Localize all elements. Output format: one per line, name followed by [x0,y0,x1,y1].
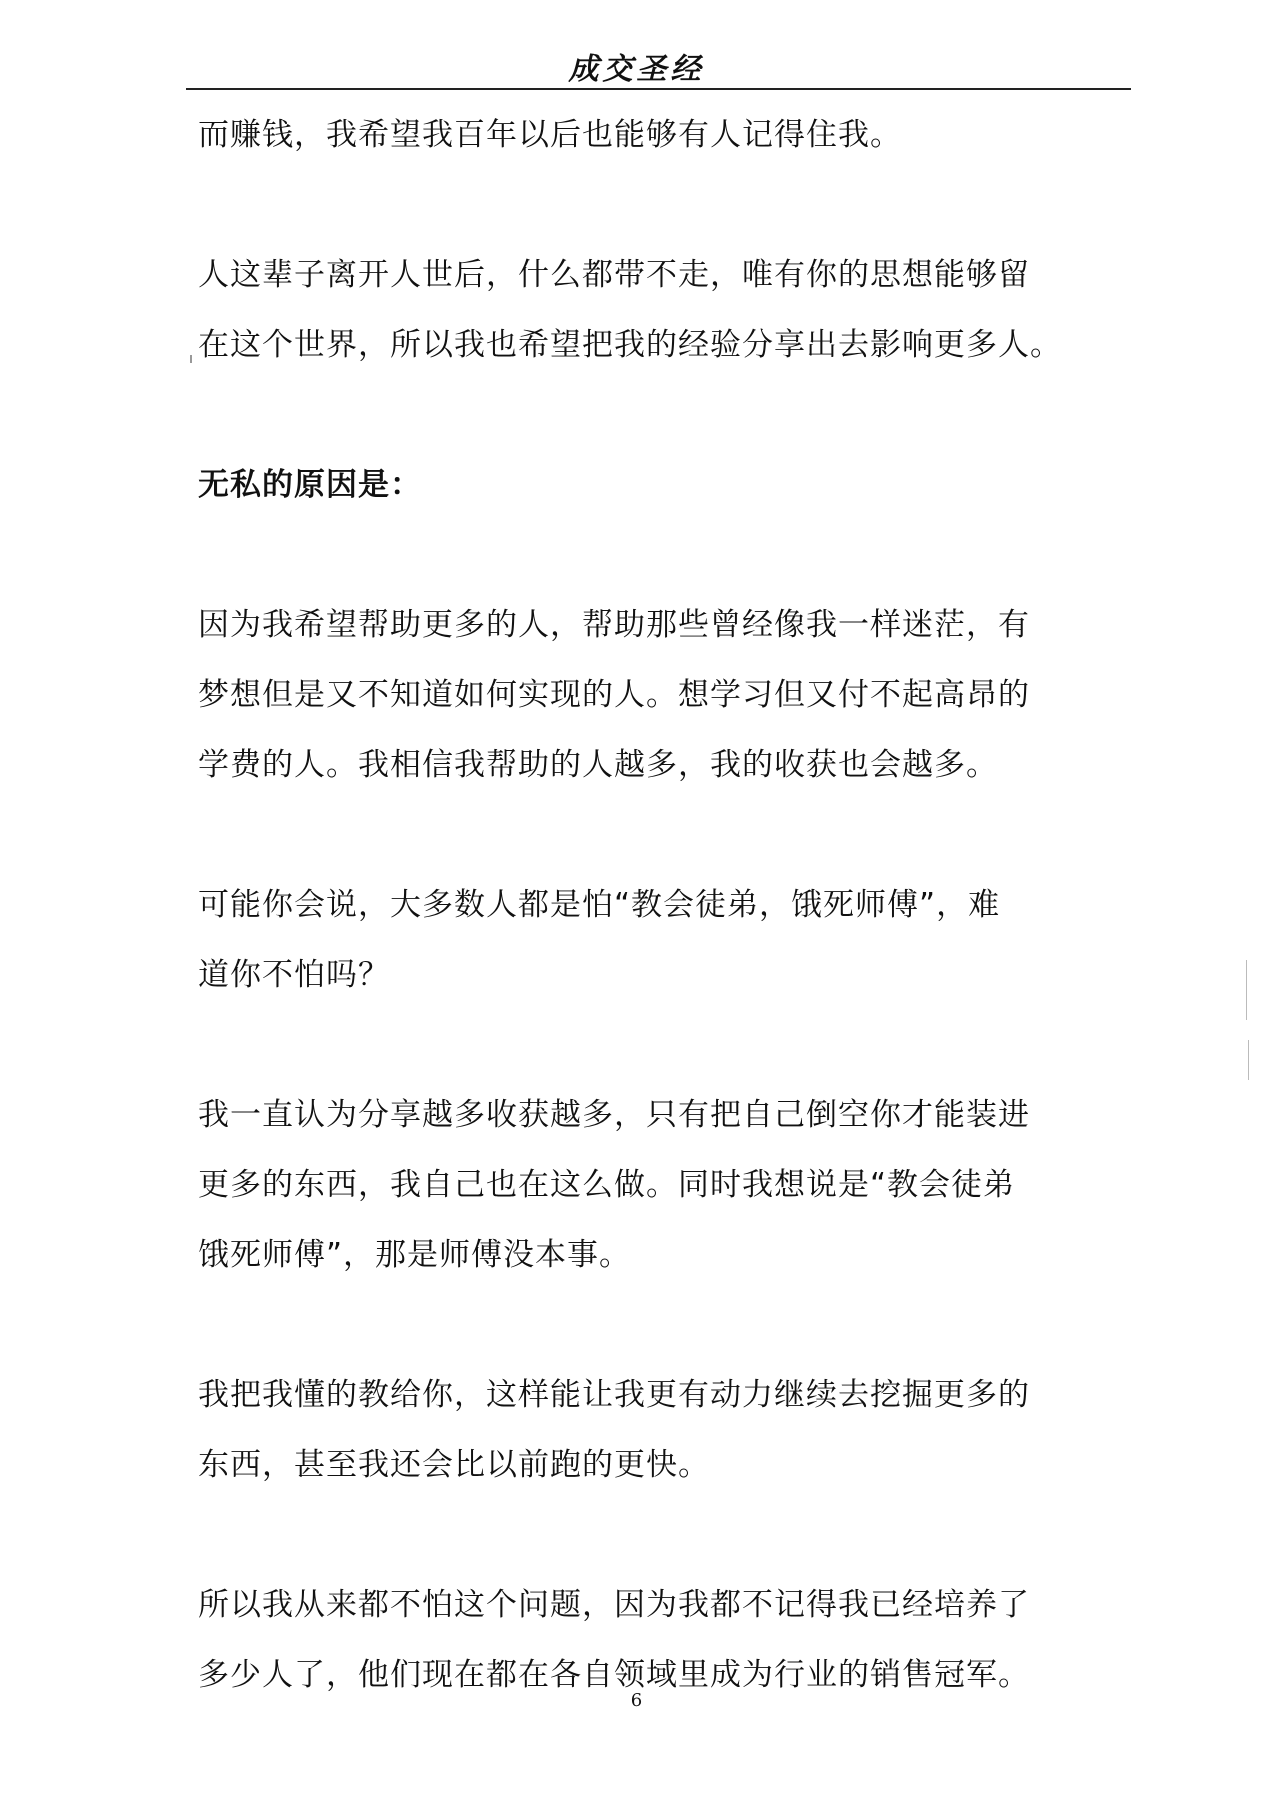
text-line: 学费的人。我相信我帮助的人越多，我的收获也会越多。 [198,747,998,783]
paragraph-5 [198,1080,1118,1290]
text-line: 无私的原因是： [198,467,422,503]
text-line: 在这个世界，所以我也希望把我的经验分享出去影响更多人。 [198,327,1062,363]
text-line: 东西，甚至我还会比以前跑的更快。 [198,1447,710,1483]
paragraph-1 [198,100,1118,170]
body-text [198,100,1118,1710]
scan-speck [190,355,192,363]
text-line: 因为我希望帮助更多的人，帮助那些曾经像我一样迷茫，有 [198,607,1030,643]
text-line: 饿死师傅”，那是师傅没本事。 [198,1237,632,1273]
text-line: 所以我从来都不怕这个问题，因为我都不记得我已经培养了 [198,1587,1030,1623]
page-number: 6 [630,1690,643,1711]
text-line: 可能你会说，大多数人都是怕“教会徒弟，饿死师傅”，难 [198,887,1001,923]
paragraph-4 [198,870,1118,1010]
header-divider [186,88,1131,90]
scan-speck [1248,1040,1249,1080]
text-line: 更多的东西，我自己也在这么做。同时我想说是“教会徒弟 [198,1167,1016,1203]
text-line: 多少人了，他们现在都在各自领域里成为行业的销售冠军。 [198,1657,1030,1693]
paragraph-3 [198,590,1118,800]
text-line: 我把我懂的教给你，这样能让我更有动力继续去挖掘更多的 [198,1377,1030,1413]
text-line: 道你不怕吗？ [198,957,390,993]
paragraph-7 [198,1570,1118,1710]
text-line: 我一直认为分享越多收获越多，只有把自己倒空你才能装进 [198,1097,1030,1133]
text-line: 而赚钱，我希望我百年以后也能够有人记得住我。 [198,117,902,153]
scan-speck [1246,960,1247,1020]
section-heading [198,450,1118,520]
running-header-title: 成交圣经 [568,52,705,87]
paragraph-6 [198,1360,1118,1500]
paragraph-2 [198,240,1118,380]
text-line: 人这辈子离开人世后，什么都带不走，唯有你的思想能够留 [198,257,1030,293]
text-line: 梦想但是又不知道如何实现的人。想学习但又付不起高昂的 [198,677,1030,713]
